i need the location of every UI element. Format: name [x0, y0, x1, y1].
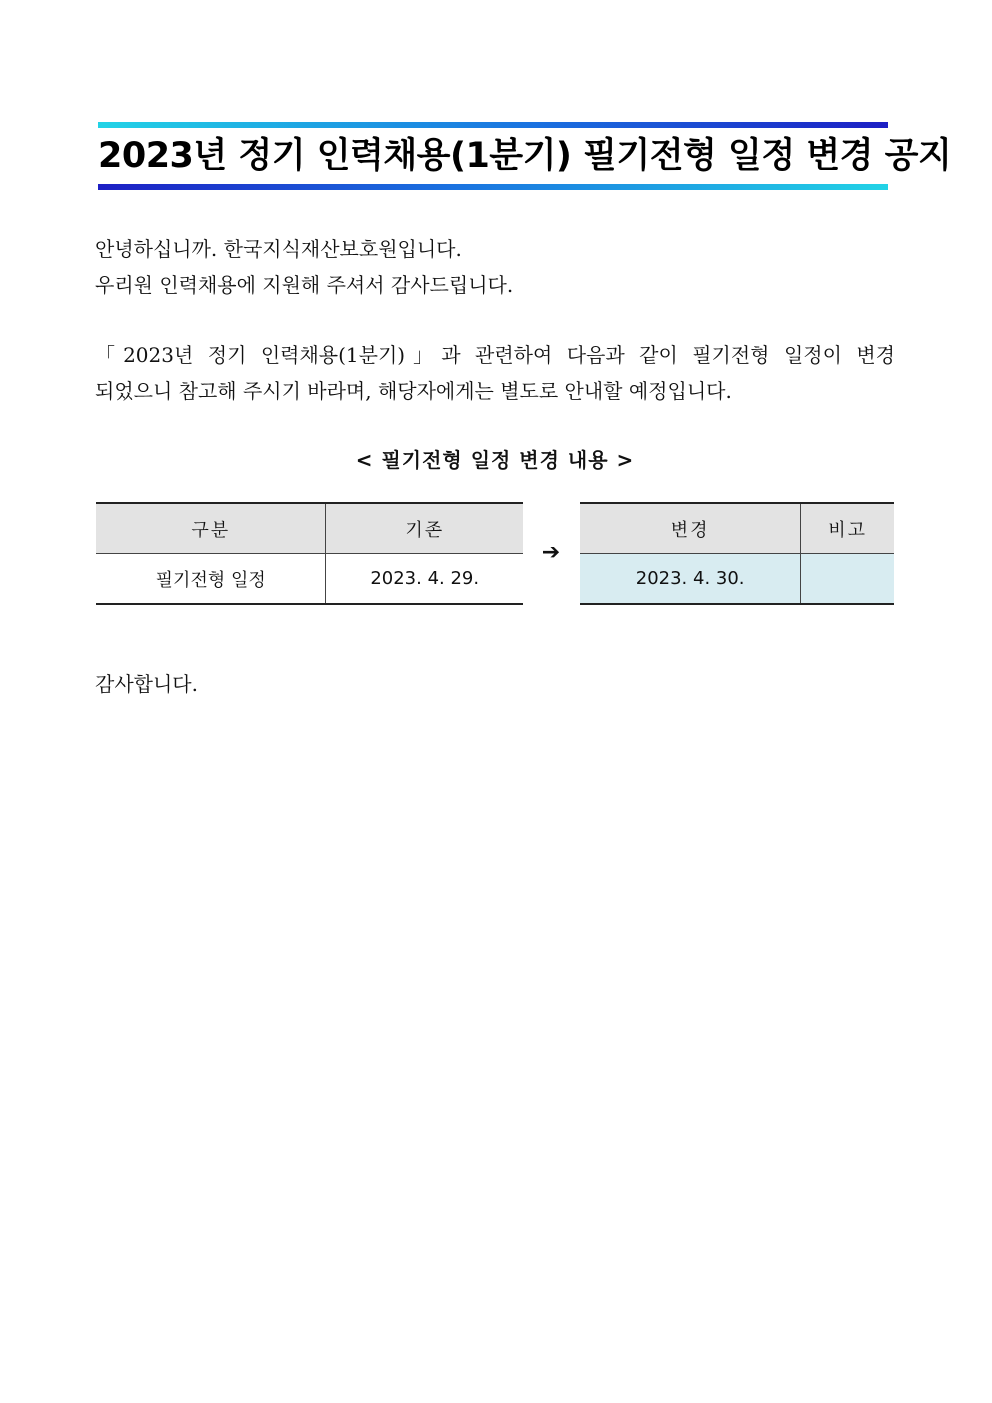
- notice-line-2: 되었으니 참고해 주시기 바라며, 해당자에게는 별도로 안내할 예정입니다.: [95, 379, 732, 403]
- cell-category: 필기전형 일정: [96, 554, 326, 605]
- header-changed: 변경: [580, 503, 801, 554]
- right-arrow-icon: ➔: [541, 540, 561, 565]
- header-remarks: 비고: [801, 503, 894, 554]
- table-header-row: [96, 503, 523, 554]
- header-category: 구분: [96, 503, 326, 554]
- greeting-paragraph: [95, 231, 895, 303]
- greeting-line-1: 안녕하십니까. 한국지식재산보호원입니다.: [95, 237, 462, 261]
- title-bar-top: [98, 122, 888, 128]
- closing-text: 감사합니다.: [95, 672, 198, 696]
- table-header-row: [580, 503, 894, 554]
- schedule-after-table: [580, 502, 894, 605]
- cell-changed-date: 2023. 4. 30.: [580, 554, 801, 605]
- notice-line-1: 「2023년 정기 인력채용(1분기)」과 관련하여 다음과 같이 필기전형 일정이 변경: [95, 343, 895, 367]
- cell-original-date: 2023. 4. 29.: [326, 554, 523, 605]
- greeting-line-2: 우리원 인력채용에 지원해 주셔서 감사드립니다.: [95, 273, 514, 297]
- cell-remarks: [801, 554, 894, 605]
- page-title: 2023년 정기 인력채용(1분기) 필기전형 일정 변경 공지: [98, 136, 952, 176]
- table-row: [580, 554, 894, 605]
- section-heading: < 필기전형 일정 변경 내용 >: [355, 448, 635, 472]
- title-block: [98, 122, 952, 190]
- notice-paragraph: [95, 337, 895, 409]
- title-bar-bottom: [98, 184, 888, 190]
- table-row: [96, 554, 523, 605]
- schedule-before-table: [96, 502, 523, 605]
- header-original: 기존: [326, 503, 523, 554]
